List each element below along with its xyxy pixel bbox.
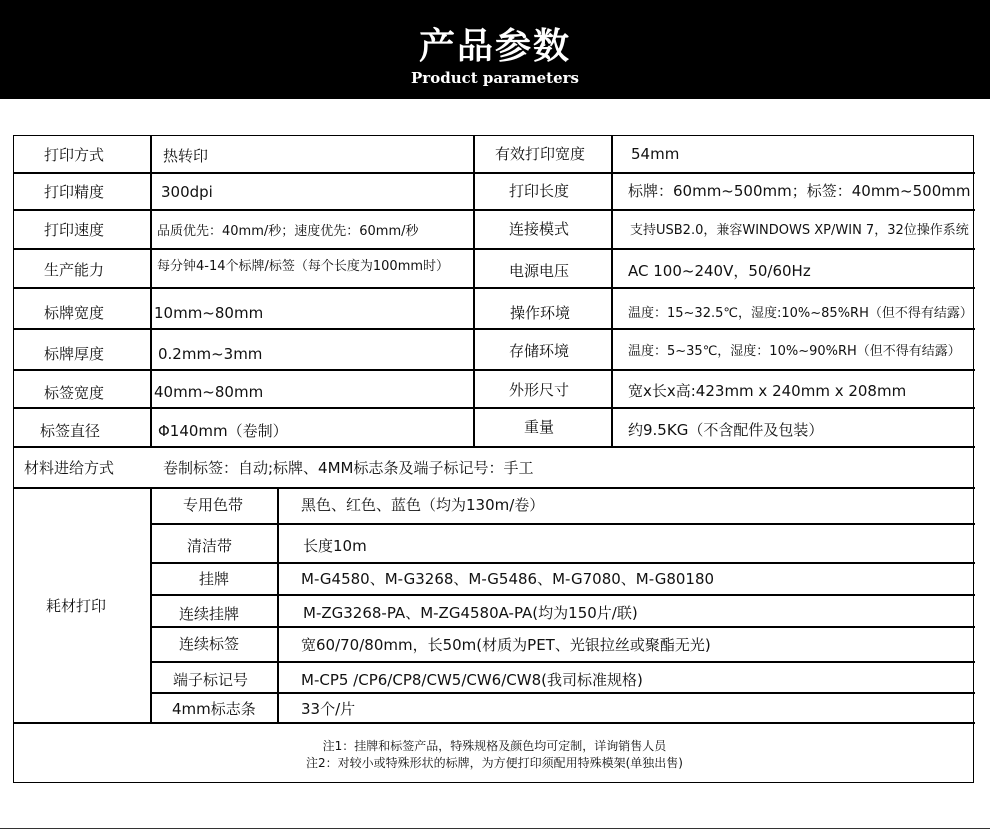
consumable-name: 连续标签 [179, 635, 240, 653]
spec-label: 连接模式 [509, 220, 570, 238]
spec-label: 存储环境 [509, 342, 570, 360]
consumable-value: 黑色、红色、蓝色（均为130m/卷） [301, 496, 545, 514]
spec-value: 300dpi [161, 183, 213, 201]
spec-value: 每分钟4-14个标牌/标签（每个长度为100mm时） [157, 259, 450, 274]
spec-label: 外形尺寸 [509, 381, 570, 399]
feed-value: 卷制标签：自动;标牌、4MM标志条及端子标记号：手工 [163, 459, 534, 477]
row-divider [14, 446, 975, 448]
row-divider [150, 594, 975, 596]
row-divider [14, 487, 975, 489]
col-divider [150, 487, 152, 722]
row-divider [150, 523, 975, 525]
spec-value: 54mm [631, 145, 680, 163]
row-divider [14, 209, 975, 211]
spec-label: 重量 [524, 418, 555, 436]
spec-value: 10mm~80mm [154, 304, 264, 322]
spec-value: 温度：5~35℃，湿度：10%~90%RH（但不得有结露） [628, 344, 961, 359]
consumable-name: 专用色带 [183, 496, 244, 514]
spec-label: 生产能力 [44, 261, 105, 279]
spec-value: 标牌：60mm~500mm；标签：40mm~500mm [628, 182, 971, 200]
consumable-name: 4mm标志条 [172, 700, 256, 718]
consumable-value: 33个/片 [301, 700, 356, 718]
consumable-value: M-CP5 /CP6/CP8/CW5/CW6/CW8(我司标准规格) [301, 671, 643, 689]
col-divider [150, 136, 152, 446]
bottom-divider [0, 828, 990, 829]
row-divider [150, 562, 975, 564]
spec-value: 宽x长x高:423mm x 240mm x 208mm [628, 382, 907, 400]
spec-label: 打印方式 [44, 146, 105, 164]
spec-label: 标牌厚度 [44, 345, 105, 363]
consumable-name: 清洁带 [187, 537, 233, 555]
spec-value: AC 100~240V，50/60Hz [628, 262, 811, 280]
spec-value: 约9.5KG（不含配件及包装） [628, 421, 824, 439]
spec-label: 电源电压 [509, 262, 570, 280]
spec-value: 温度：15~32.5℃，湿度:10%~85%RH（但不得有结露） [628, 306, 973, 321]
row-divider [150, 661, 975, 663]
consumable-value: M-G4580、M-G3268、M-G5486、M-G7080、M-G80180 [301, 570, 715, 588]
spec-label: 标牌宽度 [44, 304, 105, 322]
consumables-label: 耗材打印 [46, 597, 107, 615]
spec-value: 热转印 [163, 147, 209, 165]
row-divider [14, 248, 975, 250]
col-divider [473, 136, 475, 446]
row-divider [14, 328, 975, 330]
consumable-name: 端子标记号 [173, 671, 249, 689]
row-divider [150, 692, 975, 694]
row-divider [14, 369, 975, 371]
spec-value: 品质优先：40mm/秒；速度优先：60mm/秒 [157, 224, 419, 239]
spec-label: 打印精度 [44, 183, 105, 201]
spec-value: Φ140mm（卷制） [158, 422, 288, 440]
spec-label: 有效打印宽度 [495, 145, 586, 163]
spec-value: 40mm~80mm [154, 383, 264, 401]
spec-value: 0.2mm~3mm [158, 345, 263, 363]
spec-label: 标签直径 [40, 422, 101, 440]
consumable-value: 长度10m [303, 537, 367, 555]
consumable-value: 宽60/70/80mm，长50m(材质为PET、光银拉丝或聚酯无光) [301, 636, 711, 654]
note: 注2：对较小或特殊形状的标牌，为方便打印须配用特殊模架(单独出售) [305, 756, 683, 770]
row-divider [14, 722, 975, 724]
spec-label: 打印长度 [509, 182, 570, 200]
row-divider [14, 407, 975, 409]
consumable-value: M-ZG3268-PA、M-ZG4580A-PA(均为150片/联) [303, 604, 638, 622]
col-divider [611, 136, 613, 446]
row-divider [14, 287, 975, 289]
spec-label: 标签宽度 [44, 384, 105, 402]
note: 注1：挂牌和标签产品，特殊规格及颜色均可定制，详询销售人员 [322, 739, 667, 753]
row-divider [150, 626, 975, 628]
consumable-name: 连续挂牌 [179, 605, 240, 623]
header-banner [0, 0, 990, 99]
page-subtitle: Product parameters [411, 69, 579, 87]
consumable-name: 挂牌 [199, 570, 230, 588]
page-title: 产品参数 [418, 26, 571, 67]
spec-table [13, 135, 974, 783]
spec-label: 操作环境 [510, 304, 571, 322]
feed-label: 材料进给方式 [24, 459, 115, 477]
spec-label: 打印速度 [44, 221, 105, 239]
row-divider [14, 172, 975, 174]
spec-value: 支持USB2.0，兼容WINDOWS XP/WIN 7，32位操作系统 [630, 223, 969, 238]
col-divider [277, 487, 279, 722]
